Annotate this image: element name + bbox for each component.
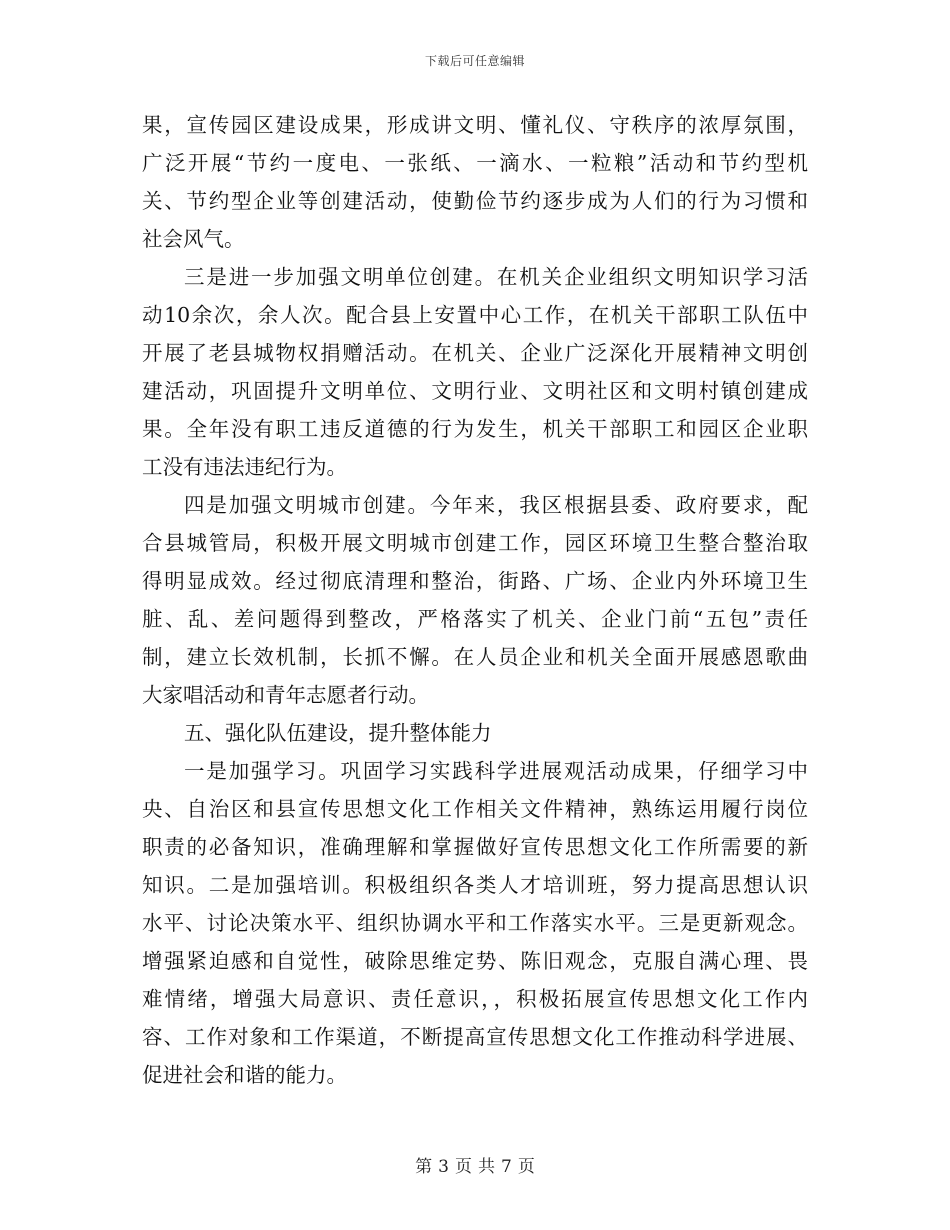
text-line: 建活动，巩固提升文明单位、文明行业、文明社区和文明村镇创建成 — [142, 379, 808, 403]
text-line: 三是进一步加强文明单位创建。在机关企业组织文明知识学习活 — [184, 265, 808, 289]
text-line: 一是加强学习。巩固学习实践科学进展观活动成果，仔细学习中 — [184, 759, 808, 783]
current-page-number: 3 — [438, 1157, 449, 1177]
text-line: 脏、乱、差问题得到整改，严格落实了机关、企业门前“五包”责任 — [142, 607, 808, 631]
paragraph — [142, 106, 808, 258]
footer-prefix: 第 — [415, 1157, 433, 1177]
text-line: 关、节约型企业等创建活动，使勤俭节约逐步成为人们的行为习惯和 — [142, 189, 808, 213]
text-line: 得明显成效。经过彻底清理和整治，街路、广场、企业内外环境卫生 — [142, 569, 808, 593]
paragraph — [142, 486, 808, 714]
text-line: 工没有违法违纪行为。 — [142, 455, 347, 479]
text-line: 职责的必备知识，准确理解和掌握做好宣传思想文化工作所需要的新 — [142, 835, 808, 859]
text-line: 央、自治区和县宣传思想文化工作相关文件精神，熟练运用履行岗位 — [142, 797, 808, 821]
text-line: 五、强化队伍建设，提升整体能力 — [184, 721, 492, 745]
text-line: 知识。二是加强培训。积极组织各类人才培训班，努力提高思想认识 — [142, 873, 808, 897]
text-line: 促进社会和谐的能力。 — [142, 1063, 347, 1087]
footer-page-word: 页 — [455, 1157, 472, 1177]
text-line: 容、工作对象和工作渠道，不断提高宣传思想文化工作推动科学进展、 — [142, 1025, 808, 1049]
text-line: 动10余次，余人次。配合县上安置中心工作，在机关干部职工队伍中 — [142, 303, 808, 327]
text-line: 合县城管局，积极开展文明城市创建工作，园区环境卫生整合整治取 — [142, 531, 808, 555]
text-line: 开展了老县城物权捐赠活动。在机关、企业广泛深化开展精神文明创 — [142, 341, 808, 365]
text-line: 增强紧迫感和自觉性，破除思维定势、陈旧观念，克服自满心理、畏 — [142, 949, 808, 973]
text-line: 制，建立长效机制，长抓不懈。在人员企业和机关全面开展感恩歌曲 — [142, 645, 808, 669]
text-line: 果，宣传园区建设成果，形成讲文明、懂礼仪、守秩序的浓厚氛围， — [142, 113, 808, 137]
paragraph — [142, 752, 808, 1094]
footer-total-word: 共 — [478, 1157, 495, 1177]
text-line: 难情绪，增强大局意识、责任意识，，积极拓展宣传思想文化工作内 — [142, 987, 808, 1011]
page-header-note: 下载后可任意编辑 — [424, 54, 525, 68]
text-line: 广泛开展“节约一度电、一张纸、一滴水、一粒粮”活动和节约型机 — [142, 151, 808, 175]
total-page-count: 7 — [501, 1157, 512, 1177]
paragraph — [142, 258, 808, 486]
section-heading — [142, 714, 808, 752]
text-line: 社会风气。 — [142, 227, 245, 251]
page-number-footer — [0, 1152, 950, 1177]
text-line: 果。全年没有职工违反道德的行为发生，机关干部职工和园区企业职 — [142, 417, 808, 441]
document-body — [142, 106, 808, 1094]
text-line: 大家唱活动和青年志愿者行动。 — [142, 683, 429, 707]
text-line: 四是加强文明城市创建。今年来，我区根据县委、政府要求，配 — [184, 493, 808, 517]
text-line: 水平、讨论决策水平、组织协调水平和工作落实水平。三是更新观念。 — [142, 911, 808, 935]
footer-suffix: 页 — [517, 1157, 535, 1177]
